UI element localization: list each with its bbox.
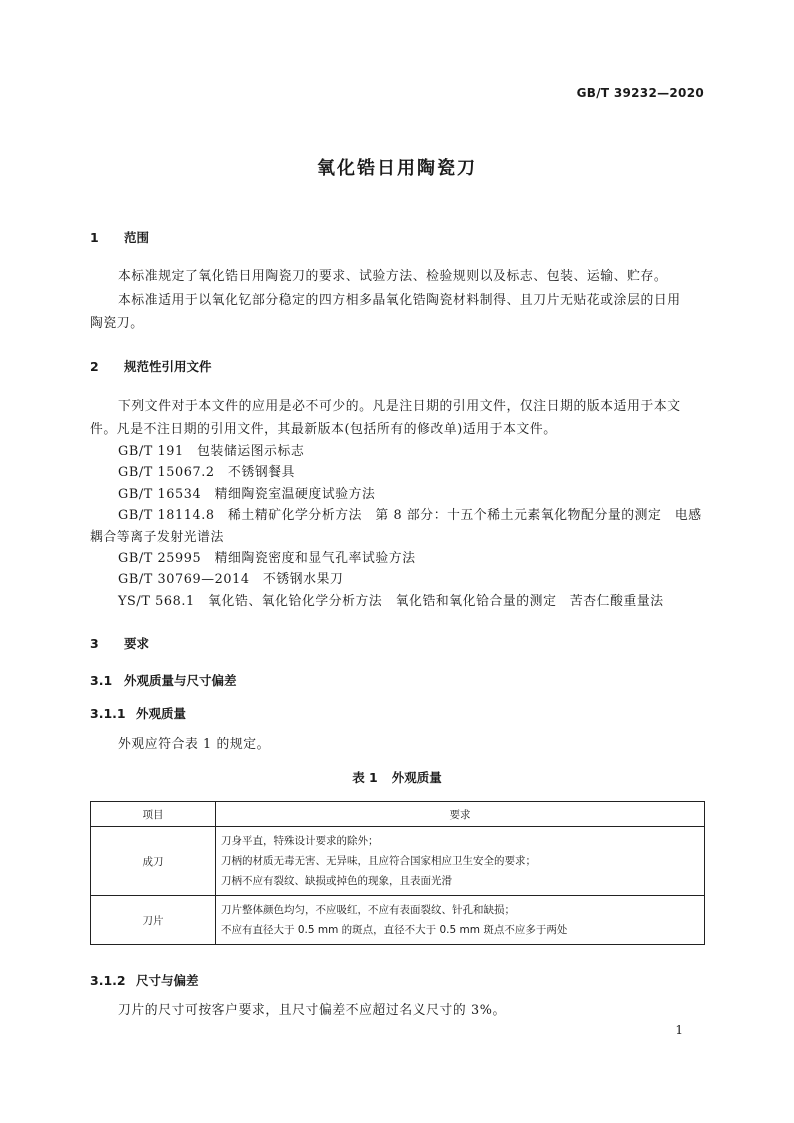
item-cell: 成刀: [91, 827, 216, 896]
requirement-line: 刀身平直，特殊设计要求的除外；: [221, 835, 379, 847]
document-title: 氧化锆日用陶瓷刀: [317, 158, 477, 179]
reference-item: GB/T 30769—2014 不锈钢水果刀: [118, 572, 344, 587]
table-caption: [0, 768, 794, 786]
subsection-3-1-heading: [90, 671, 237, 689]
section-number: 3: [90, 636, 99, 651]
column-header-item: 项目: [91, 802, 216, 827]
section-1-heading: [90, 228, 149, 246]
reference-item: GB/T 16534 精细陶瓷室温硬度试验方法: [118, 487, 376, 502]
column-header-requirement: 要求: [216, 802, 705, 827]
appearance-quality-table: [90, 801, 705, 945]
subsection-title: 外观质量: [136, 706, 187, 721]
table-header-row: [91, 802, 705, 827]
scope-paragraph-1: 本标准规定了氧化锆日用陶瓷刀的要求、试验方法、检验规则以及标志、包装、运输、贮存。: [118, 269, 668, 284]
scope-paragraph-2-line-1: 本标准适用于以氧化钇部分稳定的四方相多晶氧化锆陶瓷材料制得、且刀片无贴花或涂层的日用: [118, 293, 681, 308]
section-number: 1: [90, 230, 99, 245]
subsection-title: 外观质量与尺寸偏差: [124, 673, 237, 688]
table-number: 表 1: [352, 770, 378, 785]
standard-code: GB/T 39232—2020: [576, 86, 704, 100]
section-number: 2: [90, 359, 99, 374]
reference-item: GB/T 18114.8 稀土精矿化学分析方法 第 8 部分：十五个稀土元素氧化物配分量的测定 电感: [118, 508, 702, 523]
subsection-3-1-2-heading: [90, 971, 199, 989]
subsection-number: 3.1.2: [90, 973, 126, 988]
references-intro-line-1: 下列文件对于本文件的应用是必不可少的。凡是注日期的引用文件，仅注日期的版本适用于本文: [118, 399, 681, 414]
reference-item: GB/T 191 包装储运图示标志: [118, 444, 305, 459]
section-title: 要求: [124, 636, 150, 651]
references-intro-line-2: 件。凡是不注日期的引用文件，其最新版本(包括所有的修改单)适用于本文件。: [90, 422, 557, 437]
table-row: [91, 896, 705, 945]
requirement-line: 刀柄的材质无毒无害、无异味，且应符合国家相应卫生安全的要求；: [221, 855, 536, 867]
requirement-cell: [216, 896, 705, 945]
reference-item: GB/T 25995 精细陶瓷密度和显气孔率试验方法: [118, 551, 416, 566]
section-2-heading: [90, 357, 212, 375]
table-row: [91, 827, 705, 896]
requirement-cell: [216, 827, 705, 896]
page-number: 1: [675, 1023, 683, 1037]
item-cell: 刀片: [91, 896, 216, 945]
subsection-number: 3.1: [90, 673, 113, 688]
requirement-line: 刀片整体颜色均匀，不应吸红，不应有表面裂纹、针孔和缺损；: [221, 904, 515, 916]
dimension-text: 刀片的尺寸可按客户要求，且尺寸偏差不应超过名义尺寸的 3%。: [118, 1003, 506, 1018]
requirement-line: 刀柄不应有裂纹、缺损或掉色的现象，且表面光滑: [221, 875, 452, 887]
subsection-number: 3.1.1: [90, 706, 126, 721]
subsection-title: 尺寸与偏差: [136, 973, 199, 988]
section-3-heading: [90, 634, 149, 652]
scope-paragraph-2-line-2: 陶瓷刀。: [90, 316, 144, 331]
subsection-3-1-1-heading: [90, 704, 186, 722]
reference-item: GB/T 15067.2 不锈钢餐具: [118, 465, 296, 480]
reference-item-continuation: 耦合等离子发射光谱法: [90, 530, 224, 545]
section-title: 范围: [124, 230, 150, 245]
appearance-text: 外观应符合表 1 的规定。: [118, 737, 271, 752]
table-title: 外观质量: [391, 770, 442, 785]
requirement-line: 不应有直径大于 0.5 mm 的斑点，直径不大于 0.5 mm 斑点不应多于两处: [221, 924, 568, 936]
section-title: 规范性引用文件: [124, 359, 212, 374]
reference-item: YS/T 568.1 氧化锆、氧化铪化学分析方法 氧化锆和氧化铪合量的测定 苦杏仁酸重量法: [118, 594, 664, 609]
